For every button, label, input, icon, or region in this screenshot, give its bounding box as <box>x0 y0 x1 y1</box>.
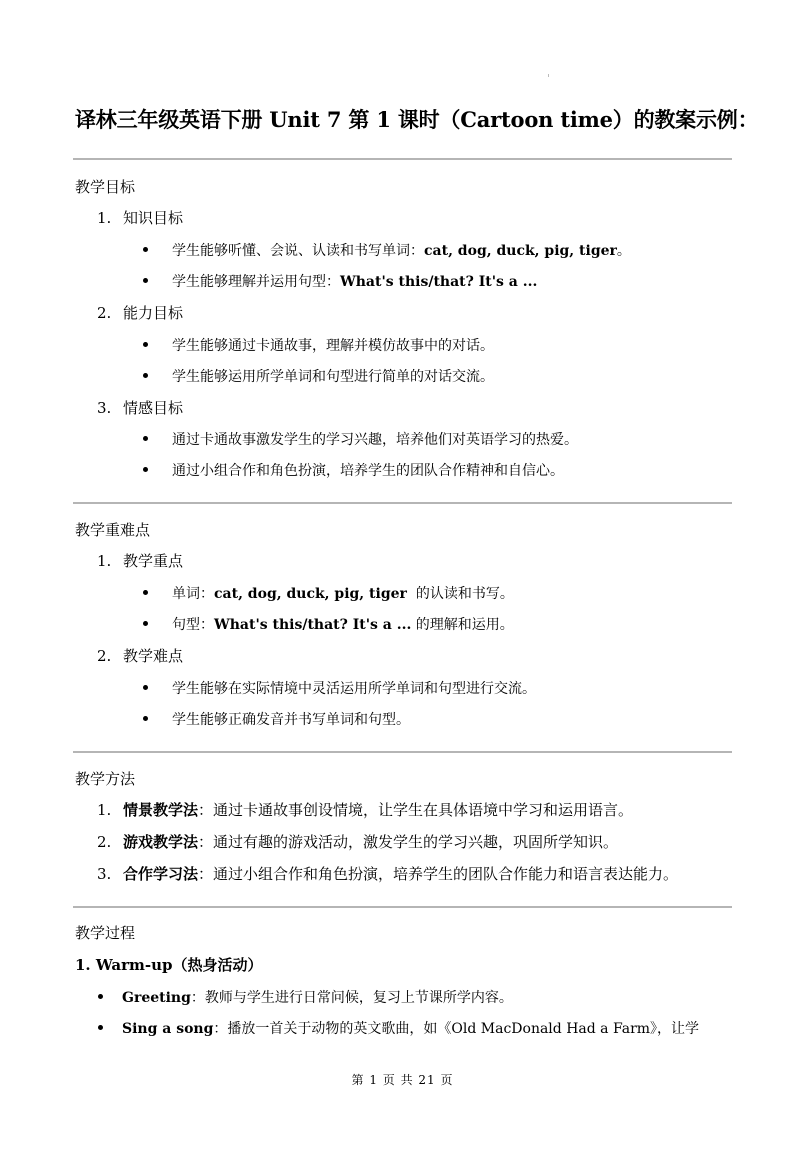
divider <box>73 158 732 160</box>
method-item: 3. 合作学习法：通过小组合作和角色扮演，培养学生的团队合作能力和语言表达能力。 <box>97 865 679 883</box>
step-heading: 1. Warm-up（热身活动） <box>75 956 263 974</box>
section-heading-process: 教学过程 <box>75 924 136 942</box>
difficulty-heading: 2. 教学难点 <box>97 647 184 665</box>
list-item: 通过小组合作和角色扮演，培养学生的团队合作精神和自信心。 <box>145 460 564 480</box>
section-heading-key-points: 教学重难点 <box>75 521 151 539</box>
page-footer: 第 1 页 共 21 页 <box>351 1073 454 1087</box>
list-item: 单词：cat, dog, duck, pig, tiger 的认读和书写。 <box>145 583 514 603</box>
list-item: 学生能够运用所学单词和句型进行简单的对话交流。 <box>145 366 494 386</box>
divider <box>73 751 732 753</box>
method-item: 2. 游戏教学法：通过有趣的游戏活动，激发学生的学习兴趣，巩固所学知识。 <box>97 833 619 851</box>
divider <box>73 906 732 908</box>
section-heading-methods: 教学方法 <box>75 770 136 788</box>
objective-knowledge: 1. 知识目标 <box>97 209 184 227</box>
page-title: 译林三年级英语下册 Unit 7 第 1 课时（Cartoon time）的教案示例： <box>75 107 759 132</box>
scan-dot <box>548 74 549 77</box>
key-point-heading: 1. 教学重点 <box>97 552 184 570</box>
list-item: 学生能够听懂、会说、认读和书写单词：cat, dog, duck, pig, tiger。 <box>145 240 631 260</box>
list-item: 句型：What's this/that? It's a ... 的理解和运用。 <box>145 614 514 634</box>
list-item: 学生能够在实际情境中灵活运用所学单词和句型进行交流。 <box>145 678 536 698</box>
list-item: 学生能够理解并运用句型：What's this/that? It's a ... <box>145 271 537 291</box>
list-item: Greeting：教师与学生进行日常问候，复习上节课所学内容。 <box>98 987 513 1007</box>
list-item: Sing a song：播放一首关于动物的英文歌曲，如《Old MacDonald Had a Farm》，让学 <box>98 1018 699 1038</box>
list-item: 学生能够正确发音并书写单词和句型。 <box>145 709 410 729</box>
section-heading-objectives: 教学目标 <box>75 178 136 196</box>
list-item: 学生能够通过卡通故事，理解并模仿故事中的对话。 <box>145 335 494 355</box>
method-item: 1. 情景教学法：通过卡通故事创设情境，让学生在具体语境中学习和运用语言。 <box>97 801 634 819</box>
list-item: 通过卡通故事激发学生的学习兴趣，培养他们对英语学习的热爱。 <box>145 429 578 449</box>
objective-ability: 2. 能力目标 <box>97 304 184 322</box>
objective-emotion: 3. 情感目标 <box>97 399 184 417</box>
divider <box>73 502 732 504</box>
